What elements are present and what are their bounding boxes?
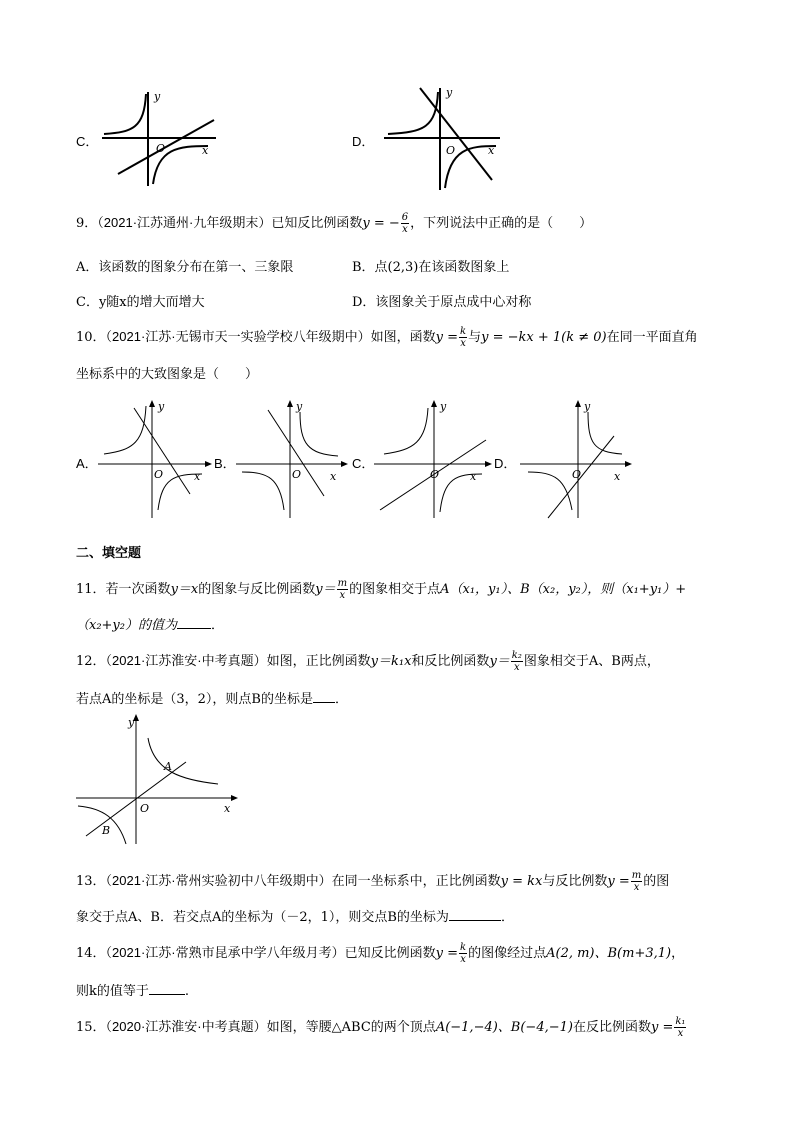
q12-eq1: y＝k₁x	[370, 654, 412, 669]
q12-text-b: 和反比例函数	[411, 654, 490, 669]
q10-text-a: 如图，函数	[370, 330, 436, 345]
section-title: 二、填空题	[76, 546, 142, 561]
q13-text-a: 在同一坐标系中，正比例函数	[331, 874, 501, 889]
q10-line2: 坐标系中的大致图象是（ ）	[76, 367, 259, 382]
q10-graph-a	[94, 398, 214, 522]
q8d-origin-label: O	[446, 144, 456, 157]
q10-option-d-label[interactable]: D．	[494, 456, 517, 471]
q10a-origin-label: O	[154, 468, 164, 481]
q10b-x-label: x	[330, 470, 337, 483]
q10c-origin-label: O	[430, 468, 440, 481]
q15-number: 15．	[76, 1020, 106, 1035]
q10a-x-label: x	[194, 470, 201, 483]
q13-text-b: 与反比例数	[542, 874, 608, 889]
q8c-origin-label: O	[156, 142, 166, 155]
q13-eq1: y = kx	[500, 874, 543, 889]
q12-number: 12．	[76, 654, 106, 669]
q11-text-d: ，则（x₁+y₁）+	[587, 582, 687, 597]
q15-text-b: 的两个顶点	[370, 1020, 436, 1035]
q8d-x-label: x	[488, 144, 495, 157]
q10-number: 10．	[76, 330, 106, 345]
q8c-y-label: y	[154, 90, 161, 103]
q10-graph-b	[232, 398, 350, 522]
q10-stem	[76, 326, 698, 349]
q11-stem	[76, 578, 686, 601]
q13-line2: 象交于点A、B．若交点A的坐标为（－2，1），则交点B的坐标为 ．	[76, 910, 514, 925]
q12-point-a-label: A	[164, 760, 172, 773]
q15-stem	[76, 1016, 687, 1039]
q15-triangle: △ABC	[331, 1020, 371, 1035]
q13-func-lhs: y =	[607, 874, 630, 889]
q10d-y-label: y	[584, 400, 591, 413]
q10-option-c-label[interactable]: C．	[352, 456, 375, 471]
q14-number: 14．	[76, 946, 106, 961]
q10-graph-c	[370, 398, 494, 522]
q13-number: 13．	[76, 874, 106, 889]
q9-func-lhs: y = −	[362, 216, 400, 231]
q8d-y-label: y	[446, 86, 453, 99]
q9-source: （2021·江苏通州·九年级期末）	[97, 215, 272, 230]
q10c-y-label: y	[440, 400, 447, 413]
q14-source: （2021·江苏·常熟市昆承中学八年级月考）	[105, 945, 345, 960]
q11-eq1: y＝x	[170, 582, 199, 597]
q12-text-c: 图象相交于A、B两点，	[523, 654, 660, 669]
q13-text-c: 的图	[643, 874, 670, 889]
q11-fraction: $\frac{m}{x}$	[337, 578, 348, 601]
q14-answer-blank[interactable]	[149, 982, 185, 995]
q12-fraction: $\frac{\text{k₂}}{x}$	[511, 650, 522, 673]
q9-option-b[interactable]: B．点(2,3)在该函数图象上	[352, 260, 510, 275]
q15-points: A(−1,−4)、B(−4,−1)	[435, 1020, 573, 1035]
q12-text-a: 如图，正比例函数	[266, 654, 371, 669]
q12-func-lhs: y＝	[489, 654, 510, 669]
q15-func-lhs: y =	[650, 1020, 674, 1035]
q13-answer-blank[interactable]	[449, 908, 501, 921]
q11-text-b: 的图象与反比例函数	[198, 582, 316, 597]
q11-points: A（x₁，y₁）、B（x₂，y₂）	[440, 582, 588, 597]
q12-graph	[72, 712, 242, 848]
q15-text-a: 如图，等腰	[266, 1020, 332, 1035]
q14-text-b: 的图像经过点	[468, 946, 547, 961]
q9-text-b: ，下列说法中正确的是（ ）	[410, 216, 593, 231]
q9-number: 9．	[76, 216, 98, 231]
q8c-x-label: x	[202, 144, 209, 157]
q10-text-b: 与	[468, 330, 482, 345]
q11-text-a: 若一次函数	[105, 582, 171, 597]
q8-graph-c	[98, 88, 218, 188]
q9-text-a: 已知反比例函数	[271, 216, 363, 231]
q10d-x-label: x	[614, 470, 621, 483]
q9-stem	[76, 212, 592, 235]
q13-source: （2021·江苏·常州实验初中八年级期中）	[105, 873, 332, 888]
q10b-y-label: y	[296, 400, 303, 413]
q10-option-b-label[interactable]: B．	[214, 456, 236, 471]
q12-answer-blank[interactable]	[313, 690, 335, 703]
q11-line2: （x₂+y₂）的值为 ．	[76, 618, 225, 633]
q9-option-c[interactable]: C．y随x的增大而增大	[76, 295, 205, 310]
q14-line2: 则k的值等于 .	[76, 984, 190, 999]
q12-point-b-label: B	[102, 824, 111, 837]
q12-x-label: x	[224, 802, 231, 815]
q9-option-d[interactable]: D．该图象关于原点成中心对称	[352, 295, 532, 310]
q14-text-a: 已知反比例函数	[344, 946, 436, 961]
q15-fraction: $\frac{\text{k₁}}{x}$	[675, 1016, 686, 1039]
q10-func1-lhs: y =	[435, 330, 459, 345]
q14-func-lhs: y =	[435, 946, 459, 961]
q12-y-label: y	[128, 716, 135, 729]
q12-line2: 若点A的坐标是（3，2），则点B的坐标是 ．	[76, 692, 348, 707]
q9-option-a[interactable]: A．该函数的图象分布在第一、三象限	[76, 260, 294, 275]
q8-graph-d	[380, 84, 502, 192]
q14-stem	[76, 942, 684, 965]
q15-source: （2020·江苏淮安·中考真题）	[105, 1019, 267, 1034]
q13-fraction: $\frac{m}{x}$	[631, 870, 642, 893]
q15-text-c: 在反比例函数	[572, 1020, 651, 1035]
q10-graph-d	[514, 398, 634, 522]
q13-stem	[76, 870, 669, 893]
q10-source: （2021·江苏·无锡市天一实验学校八年级期中）	[105, 329, 371, 344]
q12-origin-label: O	[140, 802, 150, 815]
q10b-origin-label: O	[292, 468, 302, 481]
q14-points: A(2, m)、B(m+3,1)	[546, 946, 672, 961]
q14-fraction: $\frac{k}{x}$	[460, 942, 467, 965]
q9-fraction: $\frac{6}{x}$	[401, 212, 409, 235]
q11-func-lhs: y＝	[315, 582, 336, 597]
q10-option-a-label[interactable]: A．	[76, 456, 98, 471]
q12-stem	[76, 650, 660, 673]
q12-source: （2021·江苏淮安·中考真题）	[105, 653, 267, 668]
q10c-x-label: x	[470, 470, 477, 483]
q10d-origin-label: O	[572, 468, 582, 481]
q11-number: 11．	[76, 582, 106, 597]
q8-option-d-label[interactable]: D．	[352, 134, 375, 149]
q10-fraction: $\frac{k}{x}$	[460, 326, 467, 349]
q10a-y-label: y	[158, 400, 165, 413]
q11-answer-blank[interactable]	[177, 616, 211, 629]
q10-text-c: 在同一平面直角	[606, 330, 698, 345]
q8-option-c-label[interactable]: C．	[76, 134, 99, 149]
q10-func2: y = −kx + 1(k ≠ 0)	[481, 330, 607, 345]
q11-text-c: 的图象相交于点	[349, 582, 441, 597]
q14-text-c: ，	[671, 946, 685, 961]
